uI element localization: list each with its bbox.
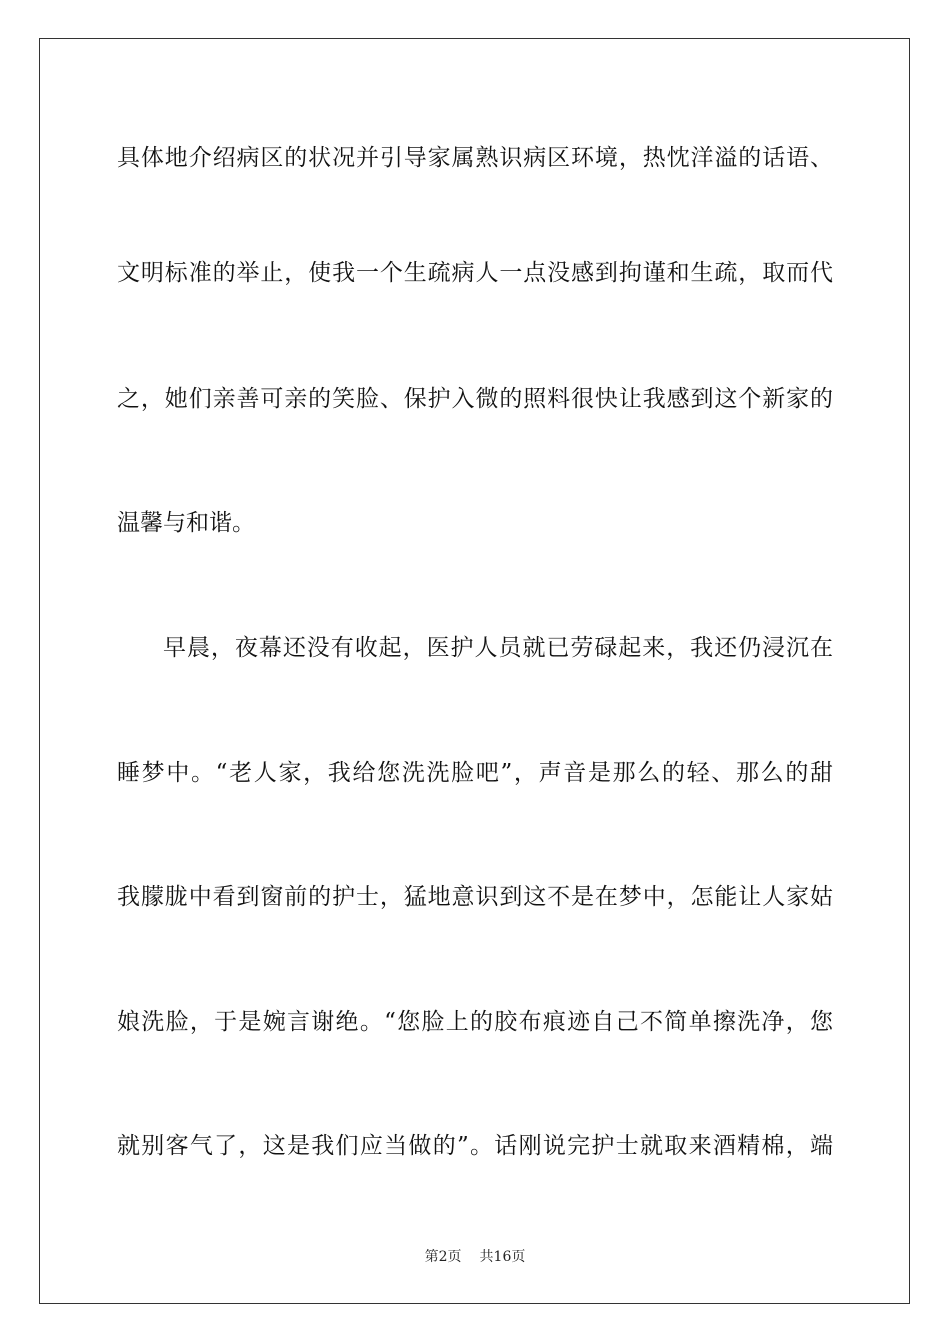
page-number: 第2页 (424, 1249, 462, 1265)
page-border (39, 38, 910, 1304)
text-line-9: 就别客气了，这是我们应当做的”。话刚说完护士就取来酒精棉，端 (117, 1133, 833, 1159)
text-line-6: 睡梦中。“老人家，我给您洗洗脸吧”，声音是那么的轻、那么的甜 (117, 760, 833, 786)
page-total: 共16页 (479, 1249, 526, 1265)
text-line-5: 早晨，夜幕还没有收起，医护人员就已劳碌起来，我还仍浸沉在 (163, 635, 833, 661)
page-footer (0, 1248, 950, 1266)
text-line-1: 具体地介绍病区的状况并引导家属熟识病区环境，热忱洋溢的话语、 (117, 145, 833, 171)
text-line-3: 之，她们亲善可亲的笑脸、保护入微的照料很快让我感到这个新家的 (117, 386, 833, 412)
text-line-7: 我朦胧中看到窗前的护士，猛地意识到这不是在梦中，怎能让人家姑 (117, 884, 833, 910)
text-line-2: 文明标准的举止，使我一个生疏病人一点没感到拘谨和生疏，取而代 (117, 260, 833, 286)
text-line-8: 娘洗脸，于是婉言谢绝。“您脸上的胶布痕迹自己不简单擦洗净，您 (117, 1009, 833, 1035)
text-line-4: 温馨与和谐。 (117, 510, 255, 536)
